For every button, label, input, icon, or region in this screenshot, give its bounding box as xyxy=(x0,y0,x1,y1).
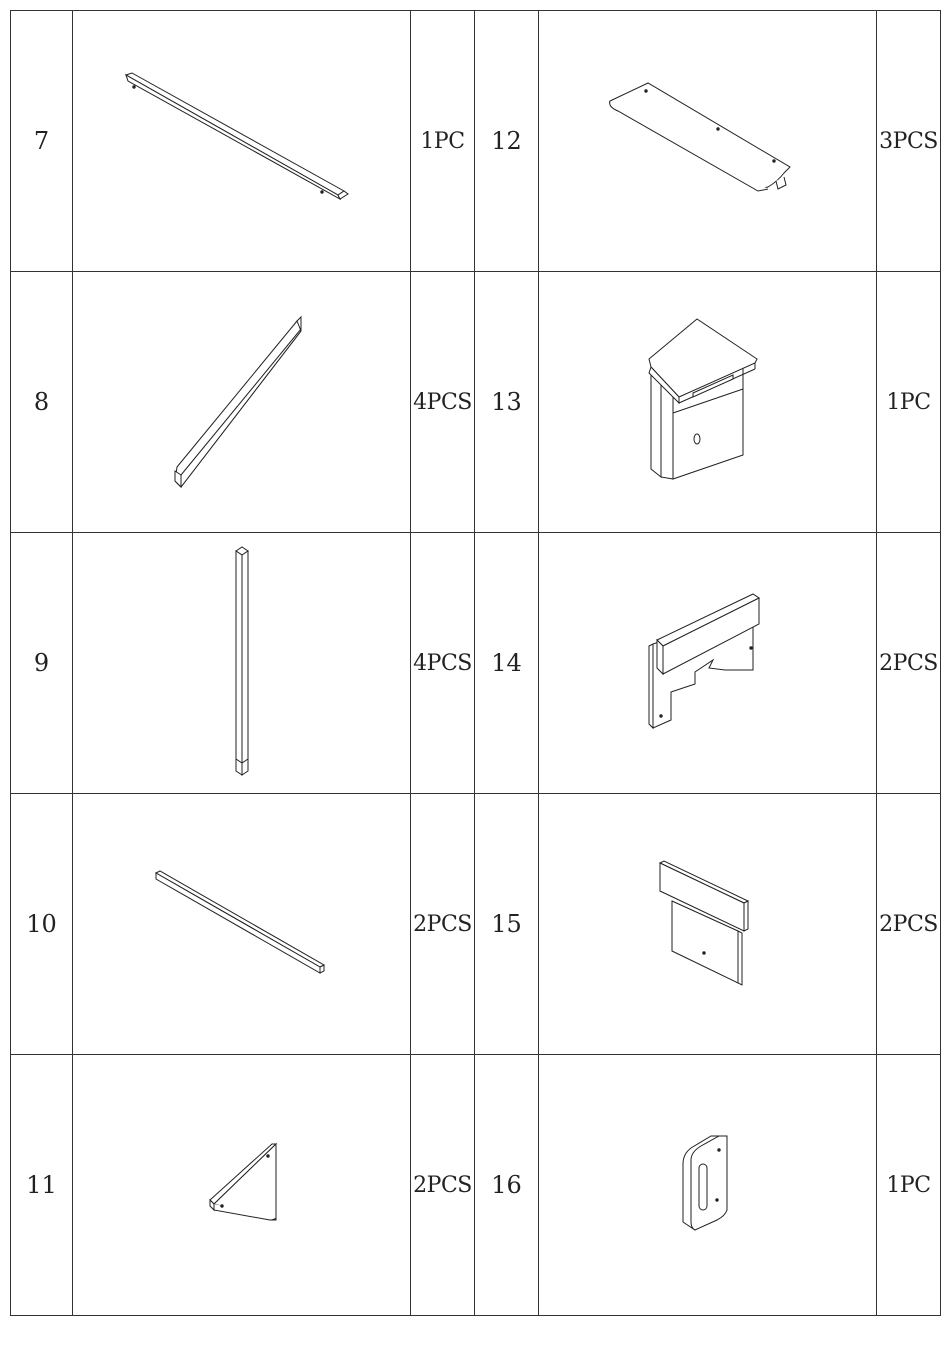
part-quantity: 2PCS xyxy=(411,794,475,1055)
part-number: 11 xyxy=(11,1055,73,1316)
part-11-drawing xyxy=(73,1055,411,1316)
part-16-drawing xyxy=(539,1055,877,1316)
part-quantity: 2PCS xyxy=(877,533,941,794)
part-quantity: 2PCS xyxy=(411,1055,475,1316)
part-number: 14 xyxy=(475,533,539,794)
part-quantity: 4PCS xyxy=(411,272,475,533)
part-number: 9 xyxy=(11,533,73,794)
table-row xyxy=(11,11,941,272)
part-8-drawing xyxy=(73,272,411,533)
part-number: 8 xyxy=(11,272,73,533)
part-quantity: 1PC xyxy=(411,11,475,272)
part-number: 15 xyxy=(475,794,539,1055)
part-number: 10 xyxy=(11,794,73,1055)
part-quantity: 1PC xyxy=(877,272,941,533)
part-quantity: 4PCS xyxy=(411,533,475,794)
part-number: 7 xyxy=(11,11,73,272)
table-row xyxy=(11,1055,941,1316)
table-row xyxy=(11,794,941,1055)
table-row xyxy=(11,533,941,794)
parts-table xyxy=(10,10,941,1316)
part-15-drawing xyxy=(539,794,877,1055)
part-number: 16 xyxy=(475,1055,539,1316)
part-quantity: 2PCS xyxy=(877,794,941,1055)
part-number: 12 xyxy=(475,11,539,272)
part-9-drawing xyxy=(73,533,411,794)
part-number: 13 xyxy=(475,272,539,533)
part-10-drawing xyxy=(73,794,411,1055)
part-7-drawing xyxy=(73,11,411,272)
part-quantity: 3PCS xyxy=(877,11,941,272)
part-13-drawing xyxy=(539,272,877,533)
part-quantity: 1PC xyxy=(877,1055,941,1316)
part-12-drawing xyxy=(539,11,877,272)
table-row xyxy=(11,272,941,533)
part-14-drawing xyxy=(539,533,877,794)
